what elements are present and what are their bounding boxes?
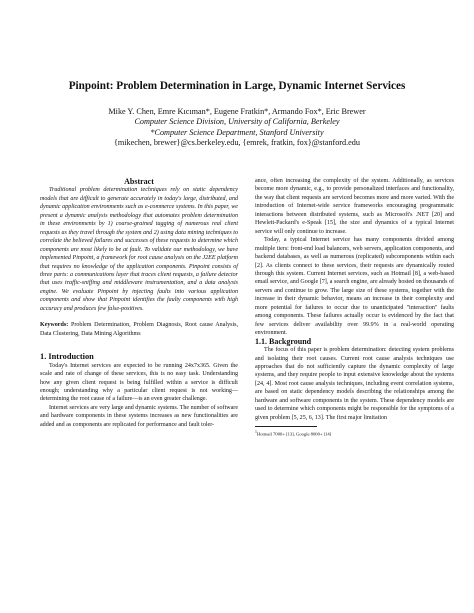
footnote-text: Hotmail 7000+ [13], Google 8000+ [14] <box>256 431 332 437</box>
paper-title: Pinpoint: Problem Determination in Large, Dynamic Internet Services <box>68 80 406 92</box>
keywords <box>40 321 238 338</box>
right-paragraph-1: ance, often increasing the complexity of the system. Additionally, as services become more dynamic, e.g., to provide personalized interfaces and functionality, the way that client requests are serviced becomes more and more varied. With the introduction of Internet-wide service frameworks encouraging programmatic interactions between distributed systems, such as Microsoft's .NET [20] and Hewlett-Packard's e-Speak [15], the size and dynamics of a typical Internet service will only continue to increase. <box>255 178 454 235</box>
affiliation-berkeley: Computer Science Division, University of California, Berkeley <box>134 117 340 127</box>
footnote <box>255 429 454 438</box>
author-names: Mike Y. Chen, Emre Kıcıman*, Eugene Fratkin*, Armando Fox*, Eric Brewer <box>108 107 366 116</box>
footnote-rule <box>255 426 317 427</box>
left-column <box>40 178 238 429</box>
intro-paragraph-1: Today's Internet services are expected to be running 24x7x365. Given the scale and rate of change of these services, this is no easy task. Understanding how any given client request is being fulfilled within a service is difficult enough; understanding why a particular client request is not working—determining the root cause of a failure—is an even greater challenge. <box>40 362 238 403</box>
author-emails: {mikechen, brewer}@cs.berkeley.edu, {emrek, fratkin, fox}@stanford.edu <box>113 137 360 147</box>
right-paragraph-2: Today, a typical Internet service has many components divided among multiple tiers: front-end load balancers, web servers, application components, and backend databases, as well as numerous (replicated) subcomponents within each [2]. As clients connect to these services, their requests are dynamically routed through this system. Current Internet services, such as Hotmail [8], a web-based email service, and Google [7], a search engine, are already hosted on thousands of servers and continue to grow. The large size of these systems, together with the increase in their dynamic behavior, means an increase in their complexity and more potential for failures to occur due to unanticipated "interaction" faults among components. These failures actually occur is evidenced by the fact that few services deliver availability over 99.9% in a real-world operating environment. <box>255 237 454 337</box>
author-block <box>0 107 474 148</box>
footnote-mark: 1 <box>255 430 257 435</box>
affiliation-stanford: *Computer Science Department, Stanford University <box>150 127 324 137</box>
abstract-text: Traditional problem determination techniques rely on static dependency models that are difficult to generate accurately in today's large, distributed, and dynamic application environments such as e-commerce systems. In this paper, we present a dynamic analysis methodology that automates problem determination in these environments by 1) coarse-grained tagging of numerous real client requests as they travel through the system and 2) using data mining techniques to correlate the believed failures and successes of these requests to determine which components are most likely to be at fault. To validate our methodology, we have implemented Pinpoint, a framework for root cause analysis on the J2EE platform that requires no knowledge of the application components. Pinpoint consists of three parts: a communications layer that traces client requests, a failure detector that uses traffic-sniffing and middleware instrumentation, and a data analysis engine. We evaluate Pinpoint by injecting faults into various application components and show that Pinpoint identifies the faulty components with high accuracy and produces few false-positives. <box>40 187 238 312</box>
abstract-heading: Abstract <box>124 177 154 186</box>
intro-paragraph-2: Internet services are very large and dynamic systems. The number of software and hardware components in these systems increases as new functionalities are added and as components are replicated for performance and fault toler- <box>40 404 238 428</box>
keywords-text: Problem Determination, Problem Diagnosis, Root cause Analysis, Data Clustering, Data Mining Algorithms <box>40 322 238 337</box>
section-introduction-heading: 1. Introduction <box>40 352 94 362</box>
background-paragraph: The focus of this paper is problem determination: detecting system problems and isolating their root causes. Current root cause analysis techniques use approaches that do not sufficiently capture the dynamic complexity of large systems, and they require people to input extensive knowledge about the systems [24, 4]. Most root cause analysis techniques, including event correlation systems, are based on static dependency models describing the relationships among the hardware and software components in the system. These dependency models are used to determine which components might be responsible for the symptoms of a given problem [5, 25, 6, 13]. The first major limitation <box>255 347 454 421</box>
keywords-label: Keywords: <box>40 322 69 329</box>
right-column <box>255 177 454 438</box>
subsection-background-heading: 1.1. Background <box>255 336 312 346</box>
